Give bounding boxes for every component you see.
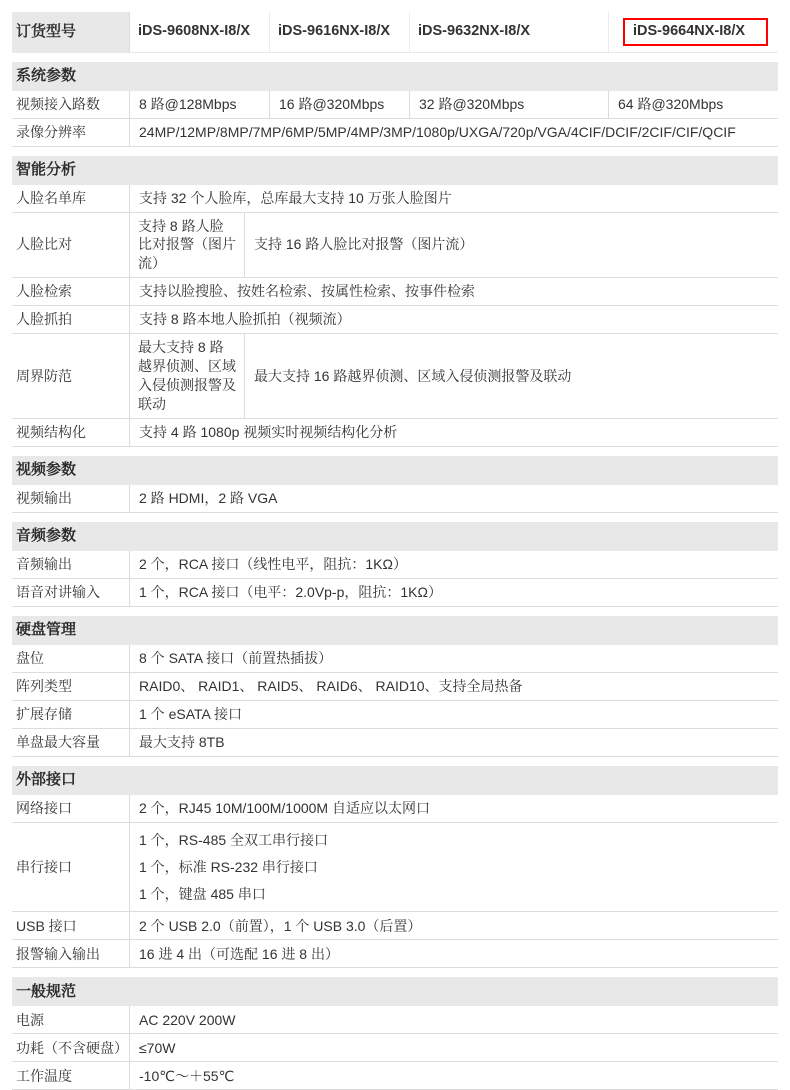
row-label: 视频输出 [12, 485, 130, 512]
row-label: 网络接口 [12, 795, 130, 822]
row-label: 视频接入路数 [12, 91, 130, 118]
table-row-power-consumption [12, 1034, 778, 1062]
serial-line-2: 1 个，标准 RS-232 串行接口 [139, 858, 318, 875]
highlighted-model-text: iDS-9664NX-I8/X [633, 23, 746, 39]
row-value-multiline [130, 823, 778, 912]
table-header-row [12, 12, 778, 53]
row-label: 盘位 [12, 645, 130, 672]
row-value: RAID0、 RAID1、 RAID5、 RAID6、 RAID10、支持全局热备 [139, 677, 523, 694]
row-label: 周界防范 [12, 334, 130, 418]
row-value: 16 进 4 出（可选配 16 进 8 出） [139, 945, 339, 962]
row-label: USB 接口 [12, 912, 130, 939]
model-column-4-highlighted [609, 12, 778, 52]
row-cell: 32 路@320Mbps [410, 91, 609, 118]
row-cell: 8 路@128Mbps [130, 91, 270, 118]
row-label: 报警输入输出 [12, 940, 130, 967]
red-highlight-box [623, 18, 768, 46]
table-row-video-output [12, 485, 778, 513]
table-row-usb-interface [12, 912, 778, 940]
section-title-video-params: 视频参数 [12, 456, 778, 485]
row-cell-small: 最大支持 8 路越界侦测、区域入侵侦测报警及联动 [130, 334, 245, 418]
row-value: 支持 4 路 1080p 视频实时视频结构化分析 [139, 423, 398, 440]
row-value: -10℃～＋55℃ [139, 1067, 235, 1084]
row-label: 人脸比对 [12, 213, 130, 278]
row-value: 支持 32 个人脸库，总库最大支持 10 万张人脸图片 [139, 189, 452, 206]
row-cell: 64 路@320Mbps [618, 95, 724, 112]
section-title-audio-params: 音频参数 [12, 522, 778, 551]
table-row-audio-output [12, 551, 778, 579]
order-model-label: 订货型号 [12, 12, 130, 52]
row-value: 支持 8 路本地人脸抓拍（视频流） [139, 311, 351, 328]
row-cell-small: 支持 8 路人脸比对报警（图片流） [130, 213, 245, 278]
serial-line-3: 1 个，键盘 485 串口 [139, 885, 266, 902]
table-row-raid-types [12, 673, 778, 701]
model-column-1: iDS-9608NX-I8/X [130, 12, 270, 52]
model-column-2: iDS-9616NX-I8/X [270, 12, 410, 52]
section-title-hdd-management: 硬盘管理 [12, 616, 778, 645]
table-row-power-supply [12, 1006, 778, 1034]
row-value: 2 个，RJ45 10M/100M/1000M 自适应以太网口 [139, 799, 430, 816]
row-value: AC 220V 200W [139, 1011, 236, 1028]
section-title-system-params: 系统参数 [12, 62, 778, 91]
row-label: 录像分辨率 [12, 119, 130, 146]
table-row-expansion-storage [12, 701, 778, 729]
section-title-general-specs: 一般规范 [12, 977, 778, 1006]
row-label: 人脸名单库 [12, 185, 130, 212]
row-cell-rest: 最大支持 16 路越界侦测、区域入侵侦测报警及联动 [254, 367, 572, 384]
table-row-video-input-channels [12, 91, 778, 119]
row-value: 24MP/12MP/8MP/7MP/6MP/5MP/4MP/3MP/1080p/UXGA/720p/VGA/4CIF/DCIF/2CIF/CIF/QCIF [139, 123, 736, 140]
table-row-face-library [12, 185, 778, 213]
model-column-3: iDS-9632NX-I8/X [410, 12, 609, 52]
row-value: 最大支持 8TB [139, 733, 225, 750]
row-label: 单盘最大容量 [12, 729, 130, 756]
row-value: 1 个，RCA 接口（电平：2.0Vp-p，阻抗：1KΩ） [139, 583, 442, 600]
table-row-face-search [12, 278, 778, 306]
row-label: 串行接口 [12, 823, 130, 912]
row-cell: 16 路@320Mbps [270, 91, 410, 118]
table-row-max-drive-capacity [12, 729, 778, 757]
product-spec-table [12, 12, 778, 1090]
section-title-external-interfaces: 外部接口 [12, 766, 778, 795]
section-title-intelligent-analysis: 智能分析 [12, 156, 778, 185]
row-label: 功耗（不含硬盘） [12, 1034, 130, 1061]
table-row-two-way-audio-input [12, 579, 778, 607]
row-label: 阵列类型 [12, 673, 130, 700]
row-label: 音频输出 [12, 551, 130, 578]
row-label: 语音对讲输入 [12, 579, 130, 606]
table-row-network-interface [12, 795, 778, 823]
row-label: 工作温度 [12, 1062, 130, 1089]
table-row-alarm-io [12, 940, 778, 968]
table-row-operating-temperature [12, 1062, 778, 1090]
row-label: 视频结构化 [12, 419, 130, 446]
row-value: ≤70W [139, 1039, 176, 1056]
table-row-perimeter-protection [12, 334, 778, 419]
table-row-serial-interface [12, 823, 778, 913]
row-value: 支持以脸搜脸、按姓名检索、按属性检索、按事件检索 [139, 283, 475, 300]
row-value: 2 个，RCA 接口（线性电平，阻抗：1KΩ） [139, 555, 407, 572]
table-row-recording-resolution [12, 119, 778, 147]
row-value: 8 个 SATA 接口（前置热插拔） [139, 649, 333, 666]
row-value: 1 个 eSATA 接口 [139, 705, 242, 722]
row-cell-rest: 支持 16 路人脸比对报警（图片流） [254, 236, 474, 253]
row-label: 电源 [12, 1006, 130, 1033]
table-row-face-capture [12, 306, 778, 334]
table-row-drive-bays [12, 645, 778, 673]
row-label: 人脸检索 [12, 278, 130, 305]
row-value: 2 路 HDMI，2 路 VGA [139, 489, 278, 506]
row-label: 扩展存储 [12, 701, 130, 728]
table-row-video-structuring [12, 419, 778, 447]
row-label: 人脸抓拍 [12, 306, 130, 333]
serial-line-1: 1 个，RS-485 全双工串行接口 [139, 831, 329, 848]
row-value: 2 个 USB 2.0（前置），1 个 USB 3.0（后置） [139, 917, 422, 934]
table-row-face-comparison [12, 213, 778, 279]
